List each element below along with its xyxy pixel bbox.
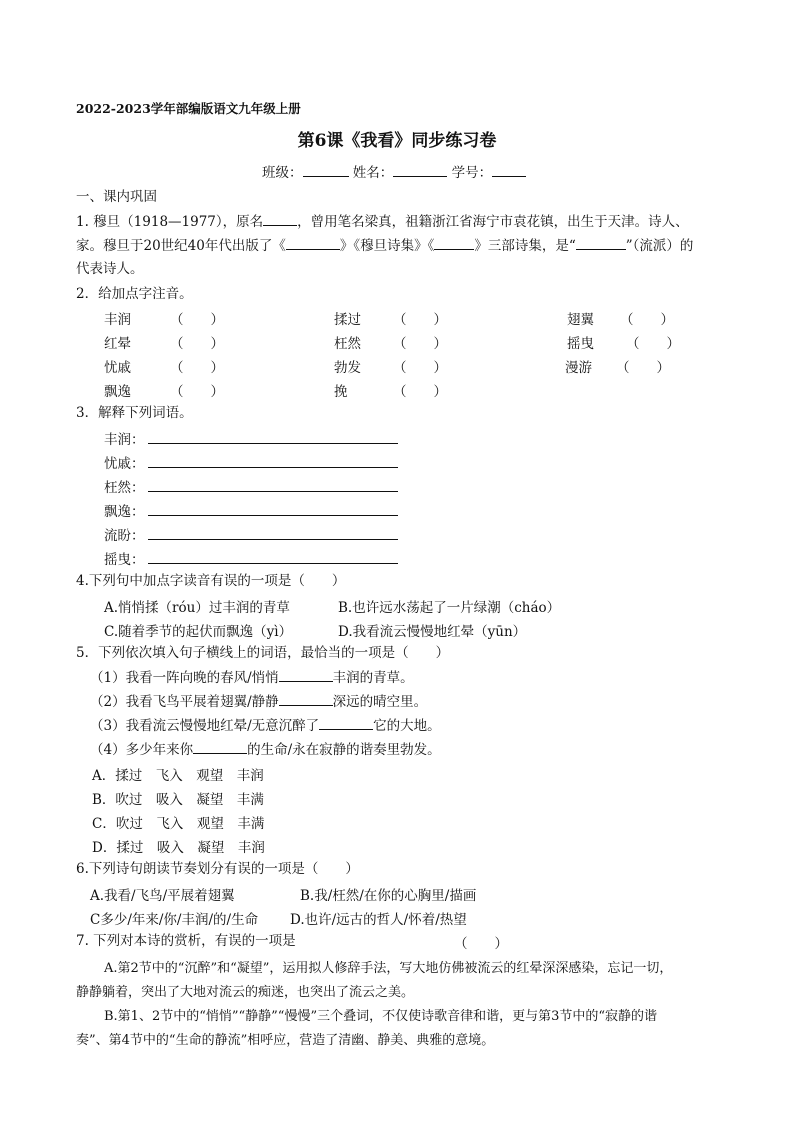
q5-stem: 5．下列依次填入句子横线上的词语，最恰当的一项是（ ）: [76, 645, 450, 661]
q3-term: 枉然：: [104, 480, 145, 496]
q4-stem: 4.下列句中加点字读音有误的一项是（ ）: [76, 573, 346, 589]
q1-line3: 代表诗人。: [76, 261, 144, 277]
q1-blank-book1[interactable]: [286, 236, 340, 250]
q2-answer-paren[interactable]: （ ）: [620, 312, 674, 328]
q5-blank[interactable]: [279, 692, 333, 706]
q1-text: 1. 穆旦（1918—1977），原名: [76, 214, 264, 230]
name-label: 姓名：: [352, 165, 394, 181]
section-heading: 一、课内巩固: [76, 189, 157, 205]
q5-text: 的生命/永在寂静的谐奏里勃发。: [247, 742, 441, 758]
q5-sentence-3: [90, 716, 441, 735]
q5-text: 深远的晴空里。: [332, 694, 428, 710]
q5-sentence-2: [90, 692, 427, 711]
q2-answer-paren[interactable]: （ ）: [393, 336, 447, 352]
q2-word: 勃发: [334, 360, 361, 376]
q2-answer-paren[interactable]: （ ）: [393, 384, 447, 400]
q5-text: （1）我看一阵向晚的春风/悄悄: [90, 670, 279, 686]
q2-answer-paren[interactable]: （ ）: [393, 312, 447, 328]
q1-line2: [76, 236, 693, 255]
q5-text: （3）我看流云慢慢地红晕/无意沉醉了: [90, 718, 320, 734]
q1-text: 家。穆旦于20世纪40年代出版了《: [76, 238, 286, 254]
q5-text: 它的大地。: [373, 718, 441, 734]
q5-blank[interactable]: [319, 716, 373, 730]
q2-word: 忧戚: [104, 360, 131, 376]
q3-answer-line[interactable]: [148, 491, 398, 492]
q3-term: 丰润：: [104, 432, 145, 448]
q2-word: 挽: [334, 384, 348, 400]
q6-option-c[interactable]: C多少/年来/你/丰润/的/生命: [90, 912, 259, 928]
q7-option-a-line2: 静静躺着，突出了大地对流云的痴迷，也突出了流云之美。: [76, 985, 415, 1000]
q1-text: 》《穆旦诗集》《: [339, 238, 435, 254]
class-blank[interactable]: [303, 163, 349, 177]
q4-option-a[interactable]: A.悄悄揉（róu）过丰润的青草: [104, 600, 290, 616]
q1-text: 》三部诗集，是“: [474, 238, 576, 254]
q2-answer-paren[interactable]: （ ）: [170, 360, 224, 376]
q7-stem: 7. 下列对本诗的赏析，有误的一项是: [76, 933, 296, 949]
q2-word: 漫游: [565, 360, 592, 376]
q5-option-a[interactable]: A．揉过 飞入 观望 丰润: [92, 768, 264, 784]
q2-word: 丰润: [104, 312, 131, 328]
q2-word: 枉然: [334, 336, 361, 352]
q7-option-b-line2: 奏”、第4节中的“生命的静流”相呼应，营造了清幽、静美、典雅的意境。: [76, 1033, 495, 1048]
q5-sentence-1: [90, 668, 414, 687]
q7-answer-paren[interactable]: （ ）: [454, 936, 508, 952]
q2-word: 揉过: [334, 312, 361, 328]
q3-answer-line[interactable]: [148, 515, 398, 516]
q2-answer-paren[interactable]: （ ）: [626, 336, 680, 352]
q3-answer-line[interactable]: [148, 443, 398, 444]
q6-option-a[interactable]: A.我看/飞鸟/平展着翅翼: [90, 888, 235, 904]
q2-answer-paren[interactable]: （ ）: [170, 336, 224, 352]
q1-blank-book3[interactable]: [434, 236, 474, 250]
q2-answer-paren[interactable]: （ ）: [170, 384, 224, 400]
q6-stem: 6.下列诗句朗读节奏划分有误的一项是（ ）: [76, 861, 359, 877]
class-label: 班级：: [262, 165, 303, 181]
q3-stem: 3．解释下列词语。: [76, 405, 193, 421]
q3-term: 忧戚：: [104, 456, 145, 472]
q3-answer-line[interactable]: [148, 563, 398, 564]
q3-answer-line[interactable]: [148, 539, 398, 540]
q2-answer-paren[interactable]: （ ）: [616, 360, 670, 376]
q6-option-b[interactable]: B.我/枉然/在你的心胸里/描画: [300, 888, 477, 904]
q5-option-c[interactable]: C．吹过 飞入 观望 丰满: [92, 816, 265, 832]
q3-term: 流盼：: [104, 528, 145, 544]
page-title: 第6课《我看》同步练习卷: [297, 131, 497, 151]
name-blank[interactable]: [393, 163, 447, 177]
q7-option-b-line1[interactable]: B.第1、2节中的“悄悄”“静静”“慢慢”三个叠词，不仅使诗歌音律和谐，更与第3节中的“寂静的谐: [104, 1009, 658, 1024]
q5-blank[interactable]: [279, 668, 333, 682]
q2-word: 飘逸: [104, 384, 131, 400]
q2-answer-paren[interactable]: （ ）: [170, 312, 224, 328]
q1-text: ，曾用笔名梁真，祖籍浙江省海宁市袁花镇，出生于天津。诗人、: [297, 214, 689, 230]
q5-text: （2）我看飞鸟平展着翅翼/静静: [90, 694, 279, 710]
q1-line1: [76, 212, 689, 231]
q5-text: （4）多少年来你: [90, 742, 194, 758]
id-label: 学号：: [451, 165, 493, 181]
q3-term: 摇曳：: [104, 552, 145, 568]
q2-word: 翅翼: [567, 312, 594, 328]
q5-blank[interactable]: [193, 740, 247, 754]
q2-word: 红晕: [104, 336, 131, 352]
q5-option-d[interactable]: D．揉过 吸入 凝望 丰润: [92, 840, 265, 856]
q4-option-d[interactable]: D.我看流云慢慢地红晕（yūn）: [338, 624, 527, 640]
q3-answer-line[interactable]: [148, 467, 398, 468]
q3-term: 飘逸：: [104, 504, 145, 520]
q1-blank-school[interactable]: [576, 236, 626, 250]
q6-option-d[interactable]: D.也许/远古的哲人/怀着/热望: [290, 912, 467, 928]
q5-text: 丰润的青草。: [332, 670, 414, 686]
q7-option-a-line1[interactable]: A.第2节中的“沉醉”和“凝望”，运用拟人修辞手法，写大地仿佛被流云的红晕深深感染，忘记一切，: [104, 961, 673, 976]
q1-text: ”（流派）的: [625, 238, 694, 254]
q4-option-b[interactable]: B.也许远水荡起了一片绿潮（cháo）: [338, 600, 561, 616]
student-info: [262, 163, 526, 182]
q5-option-b[interactable]: B．吹过 吸入 凝望 丰满: [92, 792, 264, 808]
q2-stem: 2．给加点字注音。: [76, 286, 193, 302]
header-text: 2022-2023学年部编版语文九年级上册: [76, 101, 301, 116]
q2-answer-paren[interactable]: （ ）: [393, 360, 447, 376]
q1-blank-name[interactable]: [263, 212, 297, 226]
q2-word: 摇曳: [567, 336, 594, 352]
q5-sentence-4: [90, 740, 441, 759]
q4-option-c[interactable]: C.随着季节的起伏而飘逸（yì）: [104, 624, 293, 640]
id-blank[interactable]: [492, 163, 526, 177]
